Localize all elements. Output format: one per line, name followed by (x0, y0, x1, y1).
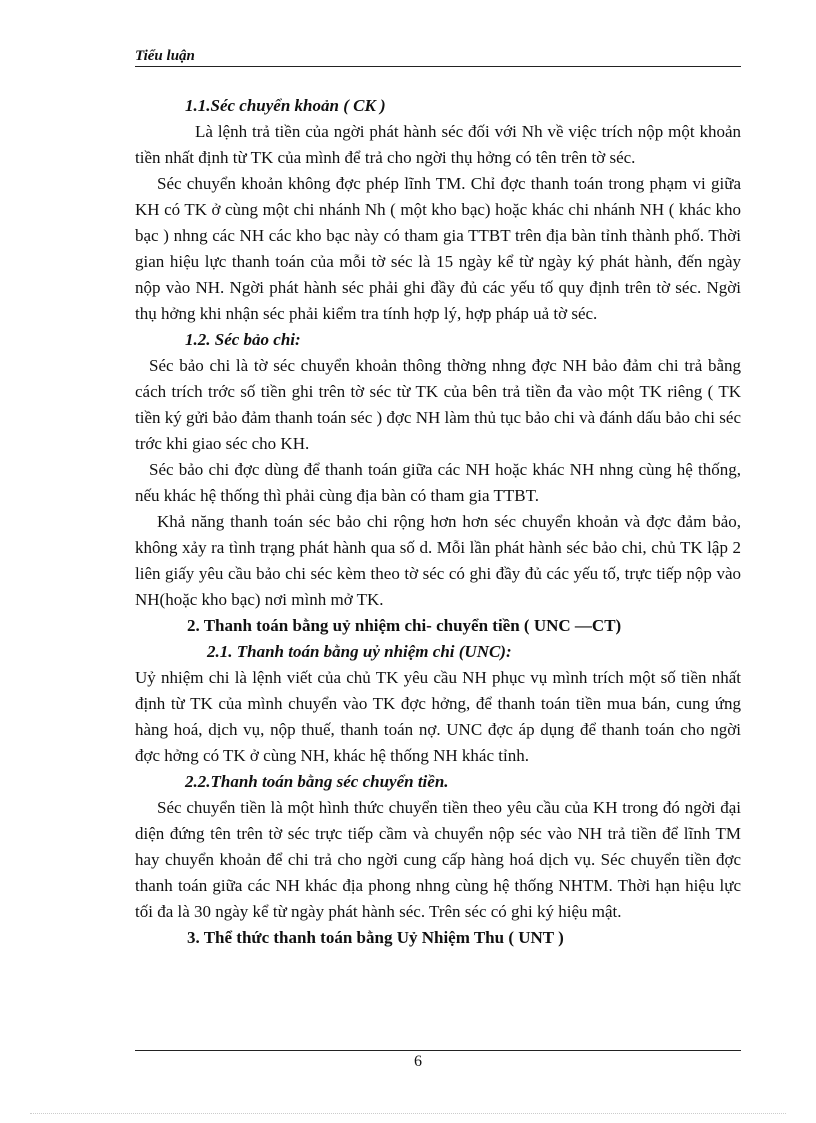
document-body (135, 93, 741, 951)
heading-1-1: 1.1.Séc chuyển khoản ( CK ) (185, 96, 386, 115)
paragraph: Là lệnh trả tiền của ngời phát hành séc đối với Nh về việc trích nộp một khoản tiền nhất định từ TK của mình để trả cho ngời thụ hởng có tên trên tờ séc. (135, 122, 741, 167)
paragraph: Uỷ nhiệm chi là lệnh viết của chủ TK yêu cầu NH phục vụ mình trích một số tiền nhất định từ TK của mình chuyển vào TK đợc hởng, để thanh toán tiền mua bán, cung ứng hàng hoá, dịch vụ, nộp thuế, thanh toán nợ. UNC đợc áp dụng để thanh toán cho ngời đợc hởng có TK ở cùng NH, khác hệ thống NH khác tỉnh. (135, 668, 741, 765)
header-divider (135, 66, 741, 67)
paragraph: Khả năng thanh toán séc bảo chi rộng hơn hơn séc chuyển khoản và đợc đảm bảo, không xảy ra tình trạng phát hành qua số d. Mỗi lần phát hành séc bảo chi, chủ TK lập 2 liên giấy yêu cầu bảo chi séc kèm theo tờ séc có ghi đầy đủ các yếu tố, trực tiếp nộp vào NH(hoặc kho bạc) nơi mình mở TK. (135, 512, 741, 609)
footer-divider (135, 1050, 741, 1051)
heading-3: 3. Thể thức thanh toán bằng Uỷ Nhiệm Thu ( UNT ) (187, 928, 564, 947)
page-bottom-rule (30, 1113, 786, 1114)
paragraph: Séc chuyển khoản không đợc phép lĩnh TM. Chỉ đợc thanh toán trong phạm vi giữa KH có TK ở cùng một chi nhánh Nh ( một kho bạc) hoặc khác chi nhánh NH ( khác kho bạc ) nhng các NH các kho bạc này có tham gia TTBT trên địa bàn tỉnh thành phố. Thời gian hiệu lực thanh toán của mỗi tờ séc là 15 ngày kể từ ngày ký phát hành, đến ngày nộp vào NH. Ngời phát hành séc phải ghi đầy đủ các yếu tố quy định trên tờ séc. Ngời thụ hởng khi nhận séc phải kiểm tra tính hợp lý, hợp pháp uả tờ séc. (135, 174, 741, 323)
paragraph: Séc bảo chi là tờ séc chuyển khoản thông thờng nhng đợc NH bảo đảm chi trả bằng cách trích trớc số tiền ghi trên tờ séc từ TK của bên trả tiền đa vào một TK riêng ( TK tiền ký gửi bảo đảm thanh toán séc ) đợc NH làm thủ tục bảo chi và đánh dấu bảo chi séc trớc khi giao séc cho KH. (135, 356, 741, 453)
heading-1-2: 1.2. Séc bảo chi: (185, 330, 301, 349)
paragraph: Séc bảo chi đợc dùng để thanh toán giữa các NH hoặc khác NH nhng cùng hệ thống, nếu khác hệ thống thì phải cùng địa bàn có tham gia TTBT. (135, 460, 741, 505)
page-number: 6 (414, 1053, 422, 1070)
header-title: Tiểu luận (135, 48, 195, 64)
heading-2: 2. Thanh toán bằng uỷ nhiệm chi- chuyển tiền ( UNC —CT) (187, 616, 622, 635)
paragraph: Séc chuyển tiền là một hình thức chuyển tiền theo yêu cầu của KH trong đó ngời đại diện đứng tên trên tờ séc trực tiếp cầm và chuyển nộp séc vào NH trả tiền để lĩnh TM hay chuyển khoản để chi trả cho ngời cung cấp hàng hoá dịch vụ. Séc chuyển tiền đợc thanh toán giữa các NH khác địa phong nhng cùng hệ thống NHTM. Thời hạn hiệu lực tối đa là 30 ngày kể từ ngày phát hành séc. Trên séc có ghi ký hiệu mật. (135, 798, 741, 921)
heading-2-2: 2.2.Thanh toán bằng séc chuyển tiền. (185, 772, 449, 791)
heading-2-1: 2.1. Thanh toán bằng uỷ nhiệm chi (UNC): (207, 642, 512, 661)
